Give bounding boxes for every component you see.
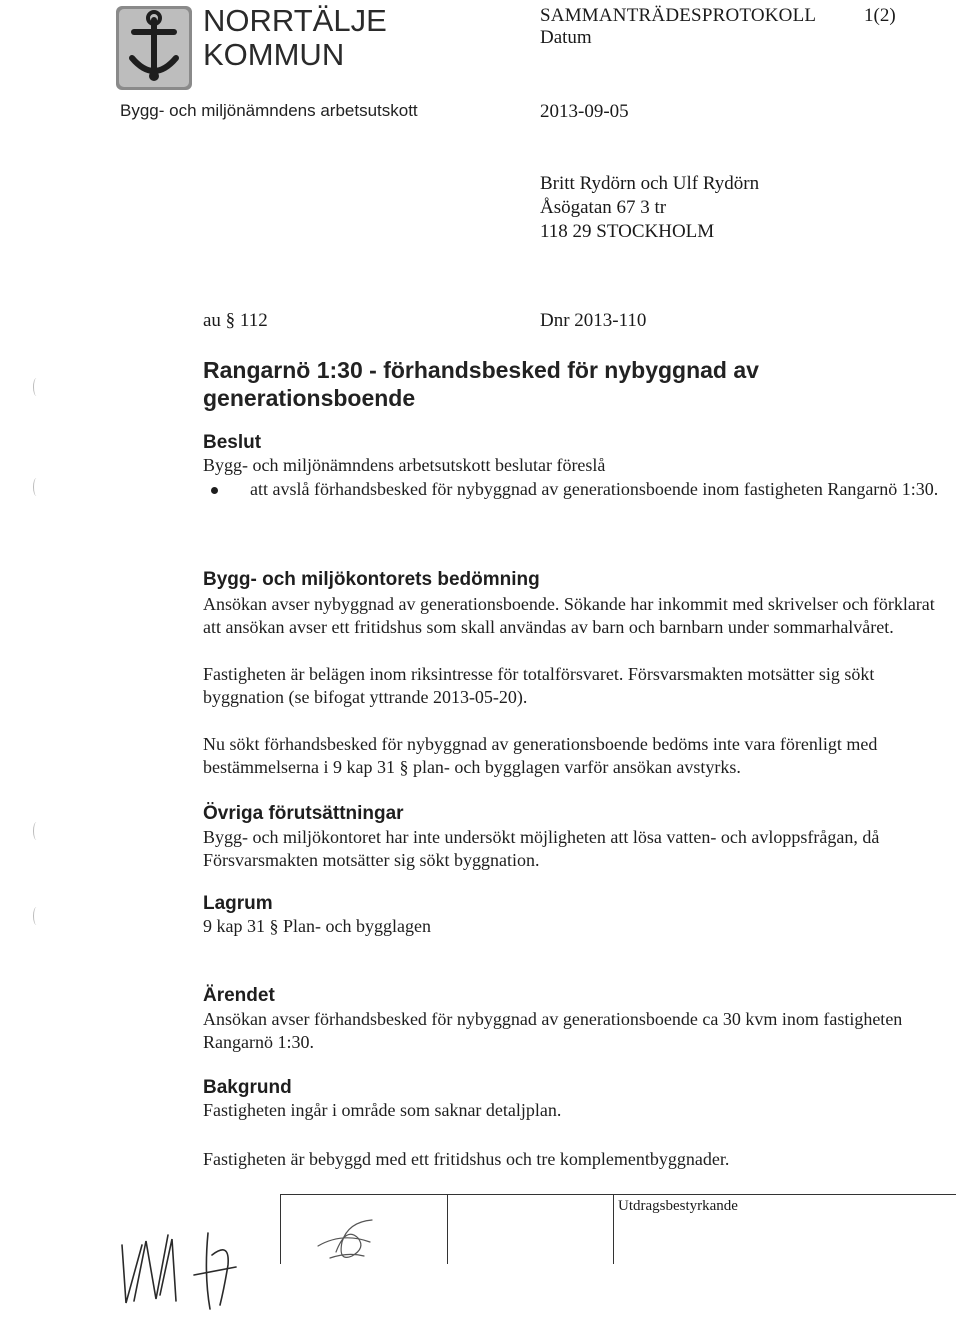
- meeting-paragraph-ref: au § 112: [203, 310, 268, 331]
- lagrum-paragraph: 9 kap 31 § Plan- och bygglagen: [203, 916, 431, 936]
- date-label: Datum: [540, 27, 592, 48]
- board-name: Bygg- och miljönämndens arbetsutskott: [120, 101, 418, 120]
- recipient-city: 118 29 STOCKHOLM: [540, 221, 715, 242]
- recipient-street: Åsögatan 67 3 tr: [540, 197, 667, 218]
- scan-artifact-icon: [33, 822, 40, 840]
- scan-artifact-icon: [33, 378, 40, 396]
- municipality-name-line1: NORRTÄLJE: [203, 3, 387, 38]
- extract-certifier-label: Utdragsbestyrkande: [618, 1198, 738, 1214]
- handwritten-initials-icon: [112, 1205, 272, 1317]
- bedomning-paragraph-1: Ansökan avser nybyggnad av generationsboende. Sökande har inkommit med skrivelser och förklarat att ansökan avser ett fritidshus som skall användas av barn och barnbarn under sommarhalvåret.: [203, 594, 935, 637]
- beslut-lead-text: Bygg- och miljönämndens arbetsutskott beslutar föreslå: [203, 455, 606, 475]
- protocol-title: SAMMANTRÄDESPROTOKOLL: [540, 5, 817, 26]
- bedomning-paragraph-3: Nu sökt förhandsbesked för nybyggnad av generationsboende bedöms inte vara förenligt med bestämmelserna i 9 kap 31 § plan- och bygglagen varför ansökan avstyrks.: [203, 734, 878, 777]
- recipient-address: [540, 172, 759, 244]
- ovriga-paragraph: Bygg- och miljökontoret har inte undersökt möjligheten att lösa vatten- och avloppsfrågan, då Försvarsmakten motsätter sig sökt byggnation.: [203, 827, 880, 870]
- bedomning-paragraph-2: Fastigheten är belägen inom riksintresse för totalförsvaret. Försvarsmakten motsätter sig sökt byggnation (se bifogat yttrande 2013-05-20).: [203, 664, 875, 707]
- signature-box-divider: [447, 1194, 448, 1264]
- diary-number: Dnr 2013-110: [540, 310, 647, 331]
- handwritten-initials-icon: [312, 1212, 392, 1268]
- signature-box-divider: [613, 1194, 614, 1264]
- signature-box-top-border: [280, 1194, 956, 1195]
- bullet-dot-icon: [211, 487, 218, 494]
- section-heading-bakgrund: Bakgrund: [203, 1077, 292, 1098]
- beslut-bullet-text: att avslå förhandsbesked för nybyggnad av generationsboende inom fastigheten Rangarnö 1:30.: [250, 479, 939, 499]
- municipality-name: [203, 4, 387, 72]
- municipality-name-line2: KOMMUN: [203, 37, 345, 72]
- section-heading-bedomning: Bygg- och miljökontorets bedömning: [203, 569, 540, 590]
- section-heading-ovriga: Övriga förutsättningar: [203, 803, 404, 824]
- scan-artifact-icon: [33, 478, 40, 496]
- bakgrund-paragraph-1: Fastigheten ingår i område som saknar detaljplan.: [203, 1100, 562, 1120]
- page-number: 1(2): [864, 5, 896, 26]
- case-title: Rangarnö 1:30 - förhandsbesked för nybyggnad av generationsboende: [203, 357, 759, 411]
- recipient-name: Britt Rydörn och Ulf Rydörn: [540, 173, 760, 194]
- bakgrund-paragraph-2: Fastigheten är bebyggd med ett fritidshus och tre komplementbyggnader.: [203, 1149, 730, 1169]
- scan-artifact-icon: [33, 907, 40, 925]
- section-heading-beslut: Beslut: [203, 432, 262, 453]
- arendet-paragraph: Ansökan avser förhandsbesked för nybyggnad av generationsboende ca 30 kvm inom fastigheten Rangarnö 1:30.: [203, 1009, 903, 1052]
- municipality-logo-icon: [116, 6, 192, 90]
- section-heading-arendet: Ärendet: [203, 985, 275, 1006]
- date-value: 2013-09-05: [540, 101, 629, 122]
- signature-box-divider: [280, 1194, 281, 1264]
- section-heading-lagrum: Lagrum: [203, 893, 273, 914]
